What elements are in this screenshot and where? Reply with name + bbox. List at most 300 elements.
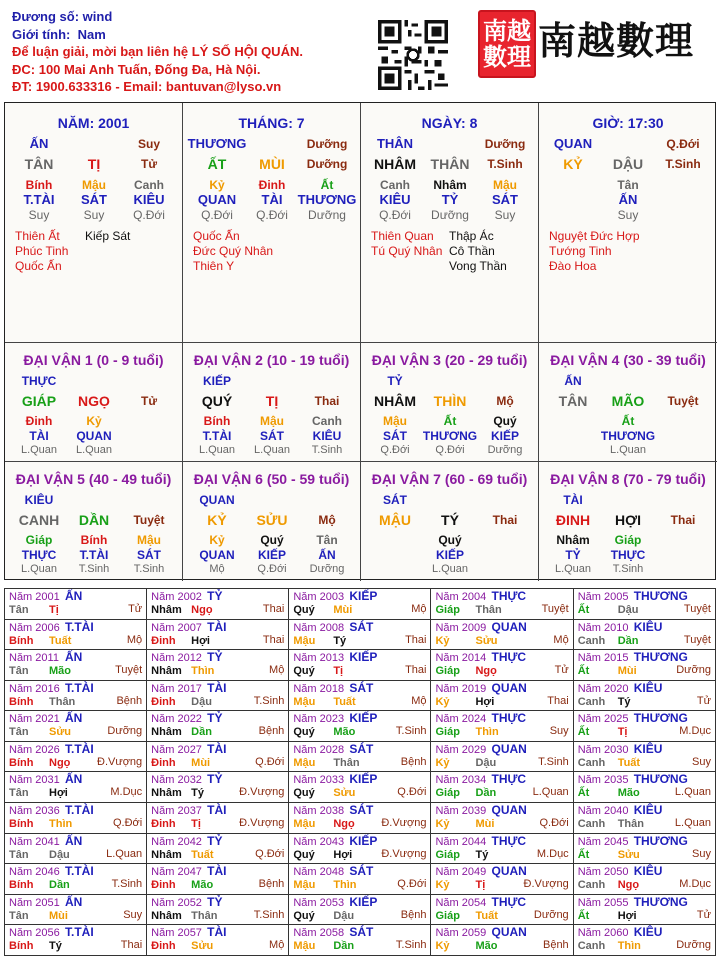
gender — [12, 26, 303, 44]
pillar-title: GIỜ: 17:30 — [592, 115, 664, 131]
year-stem: Mậu — [293, 634, 316, 647]
year-stem: Ất — [577, 604, 590, 616]
annual-cell — [5, 680, 147, 711]
year-god: SÁT — [349, 864, 374, 879]
year-label: Năm 2011 — [9, 652, 59, 665]
year-branch: Thìn — [617, 940, 641, 953]
year-branch: Dậu — [49, 848, 70, 861]
annual-cell — [431, 864, 573, 895]
year-branch: Dần — [49, 879, 70, 892]
luck-branch: THÌN — [433, 393, 467, 409]
pillar-hidden-stage: Suy — [617, 208, 639, 222]
luck-pillar-6 — [183, 462, 361, 581]
year-label: Năm 2035 — [577, 774, 629, 787]
year-stem: Bính — [9, 879, 34, 892]
year-stem: Bính — [9, 695, 34, 708]
annual-cell — [5, 650, 147, 681]
year-stem: Nhâm — [151, 665, 182, 678]
luck-pillar-4 — [539, 343, 717, 462]
year-stage: Mộ — [411, 603, 427, 615]
pillar-stem: TÂN — [24, 156, 54, 172]
luck-branch: DẦN — [78, 512, 110, 528]
year-label: Năm 2005 — [577, 591, 629, 603]
year-stem: Đinh — [151, 879, 176, 892]
annual-cell — [431, 650, 573, 681]
year-label: Năm 2031 — [9, 774, 60, 787]
year-label: Năm 2058 — [293, 927, 345, 940]
year-stem: Đinh — [151, 940, 176, 953]
annual-cell — [573, 589, 715, 620]
year-label: Năm 2024 — [435, 713, 487, 726]
annual-cell — [289, 803, 431, 834]
year-label: Năm 2025 — [577, 713, 629, 726]
luck-title: ĐẠI VẬN 6 (50 - 59 tuổi) — [193, 471, 350, 487]
luck-hidden-stage: T.Sinh — [311, 444, 343, 456]
pillar-branch: THÂN — [430, 156, 470, 172]
year-branch: Sửu — [333, 787, 356, 800]
luck-hidden-stage: L.Quan — [198, 444, 236, 456]
brand-title: 南越數理 — [538, 18, 695, 63]
luck-hidden-stem: Quý — [260, 533, 284, 547]
luck-hidden-stage: T.Sinh — [133, 563, 165, 575]
year-branch: Mùi — [333, 604, 353, 616]
year-label: Năm 2027 — [151, 743, 202, 756]
year-label: Năm 2012 — [151, 652, 202, 665]
year-god: TÀI — [207, 741, 227, 756]
year-stem: Nhâm — [151, 604, 182, 616]
year-god: KIẾP — [349, 894, 378, 909]
annual-row — [5, 894, 716, 925]
luck-hidden-stem: Bính — [80, 533, 108, 547]
year-branch: Hợi — [475, 695, 495, 708]
year-god: KIẾP — [349, 650, 378, 665]
year-label: Năm 2054 — [435, 896, 487, 909]
year-stage: Bệnh — [542, 939, 569, 952]
luck-hidden-stage: T.Sinh — [612, 563, 644, 575]
luck-hidden-stage: L.Quan — [609, 444, 647, 456]
year-stage: Q.Đới — [539, 817, 569, 830]
pillar-hidden-god: ẤN — [618, 192, 638, 207]
pillar-hidden-stage: Q.Đới — [379, 208, 411, 222]
luck-hidden-stem: Kỷ — [86, 414, 102, 428]
qr-code-icon[interactable] — [378, 20, 448, 90]
luck-pillar-1 — [5, 343, 183, 462]
year-stem: Kỷ — [435, 940, 450, 953]
year-stage: Q.Đới — [255, 847, 285, 860]
year-stem: Quý — [293, 726, 315, 739]
annual-cell — [147, 589, 289, 620]
year-branch: Tị — [49, 604, 59, 616]
year-label: Năm 2032 — [151, 774, 202, 787]
year-branch: Tý — [191, 787, 205, 800]
year-branch: Thân — [475, 604, 502, 616]
pillar-title: NGÀY: 8 — [421, 115, 478, 131]
pillar-hidden-god: T.TÀI — [23, 192, 55, 207]
year-stem: Mậu — [293, 695, 316, 708]
luck-title: ĐẠI VẬN 4 (30 - 39 tuổi) — [550, 352, 706, 368]
year-god: QUAN — [491, 741, 527, 756]
year-god: QUAN — [491, 864, 527, 879]
luck-title: ĐẠI VẬN 3 (20 - 29 tuổi) — [371, 352, 528, 368]
luck-hidden-god: TÀI — [29, 429, 49, 443]
year-branch: Mùi — [49, 909, 68, 922]
year-branch: Tuất — [617, 756, 641, 769]
pillar-hidden-stem: Đinh — [258, 178, 286, 192]
pillar-hidden-god: TỶ — [441, 192, 459, 207]
year-branch: Tị — [617, 726, 628, 739]
luck-hidden-stem: Ất — [443, 414, 457, 428]
year-god: ẤN — [65, 894, 83, 909]
pillar-hidden-stem: Tân — [617, 178, 639, 192]
year-god: ẤN — [65, 589, 83, 603]
year-stem: Tân — [9, 848, 29, 861]
pillar-hidden-stem: Bính — [25, 178, 53, 192]
year-branch: Thìn — [333, 879, 357, 892]
pillar-hidden-god: SÁT — [81, 192, 107, 207]
year-stem: Quý — [293, 787, 315, 800]
year-stem: Bính — [9, 756, 34, 769]
luck-stem: GIÁP — [21, 393, 57, 409]
pillar-hidden-stem: Kỷ — [209, 178, 225, 192]
year-stage: L.Quan — [106, 847, 143, 860]
year-label: Năm 2017 — [151, 682, 202, 695]
year-label: Năm 2037 — [151, 805, 202, 818]
luck-hidden-stage: Q.Đới — [435, 444, 465, 456]
year-branch: Tuất — [475, 909, 498, 922]
annual-cell — [147, 894, 289, 925]
year-stage: Thai — [547, 694, 569, 707]
annual-cell — [289, 589, 431, 620]
year-god: KIÊU — [633, 741, 663, 756]
annual-cell — [289, 894, 431, 925]
annual-cell — [147, 925, 289, 956]
year-branch: Hợi — [49, 787, 68, 800]
year-branch: Thân — [49, 695, 76, 708]
year-branch: Dậu — [475, 756, 497, 769]
year-stem: Quý — [293, 604, 315, 616]
year-stage: Suy — [692, 847, 711, 860]
luck-hidden-god: KIẾP — [257, 548, 287, 562]
pillar-stem: ẤT — [207, 156, 227, 172]
year-stem: Ất — [577, 787, 590, 800]
pillar-branch: MÙI — [259, 156, 285, 172]
year-label: Năm 2043 — [293, 835, 345, 848]
year-branch: Hợi — [617, 909, 637, 922]
year-branch: Sửu — [475, 634, 498, 647]
year-label: Năm 2009 — [435, 621, 487, 634]
year-god: T.TÀI — [65, 680, 94, 695]
year-stem: Giáp — [435, 726, 460, 739]
pillar-star: Phúc Tinh — [15, 244, 69, 258]
year-god: SÁT — [349, 741, 374, 756]
year-stem: Canh — [577, 818, 606, 831]
year-god: TÀI — [207, 864, 227, 879]
luck-hidden-god: ẤN — [318, 548, 336, 562]
year-stem: Kỷ — [435, 634, 450, 647]
year-stage: Đ.Vượng — [381, 817, 427, 830]
annual-row — [5, 589, 716, 620]
year-stem: Đinh — [151, 818, 176, 831]
luck-stem: ĐINH — [555, 512, 591, 528]
year-god: THỰC — [491, 833, 527, 848]
year-stem: Kỷ — [435, 879, 450, 892]
pillar-hidden-stem: Mậu — [493, 178, 517, 192]
year-stage: Tuyệt — [541, 603, 569, 615]
year-label: Năm 2006 — [9, 621, 60, 634]
year-god: KIÊU — [633, 864, 663, 879]
annual-row — [5, 680, 716, 711]
pillar-hidden-stage: Q.Đới — [133, 208, 165, 222]
year-god: KIẾP — [349, 711, 378, 726]
annual-cell — [573, 803, 715, 834]
annual-cell — [289, 925, 431, 956]
year-god: KIẾP — [349, 589, 378, 603]
pillar-star: Vong Thần — [449, 259, 507, 273]
year-god: THƯƠNG — [633, 894, 688, 909]
annual-row — [5, 650, 716, 681]
annual-cell — [573, 741, 715, 772]
luck-pillar-2 — [183, 343, 361, 462]
pillar-stem-stage: Suy — [137, 137, 161, 151]
year-stem: Tân — [9, 665, 29, 678]
year-label: Năm 2002 — [151, 591, 202, 603]
year-stage: Tử — [696, 694, 711, 707]
luck-hidden-god: SÁT — [260, 429, 284, 443]
year-label: Năm 2007 — [151, 621, 202, 634]
luck-branch: SỬU — [256, 512, 288, 528]
year-branch: Tý — [617, 695, 631, 708]
year-branch: Hợi — [191, 634, 210, 647]
pillar-star: Thập Ác — [449, 229, 494, 243]
pillar-2 — [361, 103, 539, 343]
year-label: Năm 2013 — [293, 652, 345, 665]
annual-cell — [573, 619, 715, 650]
year-branch: Mùi — [191, 756, 211, 769]
luck-hidden-stem: Tân — [316, 533, 338, 547]
year-branch: Dậu — [191, 695, 212, 708]
year-stem: Kỷ — [435, 818, 450, 831]
year-label: Năm 2044 — [435, 835, 487, 848]
year-god: KIÊU — [633, 680, 663, 695]
year-god: QUAN — [491, 803, 527, 818]
luck-hidden-stem: Đinh — [25, 414, 53, 428]
annual-cell — [5, 803, 147, 834]
year-stem: Kỷ — [435, 756, 450, 769]
year-stem: Canh — [577, 695, 606, 708]
luck-pillar-3 — [361, 343, 539, 462]
year-label: Năm 2033 — [293, 774, 345, 787]
pillar-stem-god: QUAN — [553, 136, 593, 151]
year-label: Năm 2004 — [435, 591, 487, 603]
luck-hidden-god: THƯƠNG — [600, 429, 656, 443]
luck-hidden-god: KIẾP — [435, 548, 465, 562]
year-label: Năm 2053 — [293, 896, 345, 909]
pillar-hidden-stage: Dưỡng — [308, 208, 346, 222]
year-label: Năm 2036 — [9, 805, 60, 818]
annual-cell — [147, 772, 289, 803]
year-label: Năm 2050 — [577, 866, 629, 879]
year-label: Năm 2060 — [577, 927, 629, 940]
year-stem: Nhâm — [151, 787, 182, 800]
year-god: QUAN — [491, 680, 527, 695]
pillar-hidden-stem: Canh — [380, 178, 410, 192]
year-god: TỶ — [207, 833, 223, 848]
year-stage: Đ.Vượng — [381, 847, 427, 860]
year-branch: Tị — [475, 879, 486, 892]
year-branch: Dần — [191, 726, 212, 739]
year-stage: Mộ — [553, 633, 569, 646]
year-stem: Bính — [9, 940, 34, 953]
year-stage: M.Dục — [110, 786, 143, 799]
year-god: KIÊU — [633, 925, 663, 940]
year-god: KIÊU — [633, 803, 663, 818]
year-god: SÁT — [349, 619, 374, 634]
year-god: THỰC — [491, 650, 527, 665]
year-stem: Bính — [9, 818, 34, 831]
year-stage: Thai — [120, 939, 143, 952]
year-stage: T.Sinh — [111, 878, 143, 891]
year-branch: Dần — [475, 787, 497, 800]
year-label: Năm 2046 — [9, 866, 60, 879]
year-label: Năm 2014 — [435, 652, 487, 665]
year-label: Năm 2026 — [9, 743, 60, 756]
year-branch: Thìn — [49, 818, 73, 831]
annual-cell — [573, 864, 715, 895]
pillar-stem-stage: Q.Đới — [666, 137, 700, 151]
luck-stage: Mộ — [318, 513, 336, 527]
year-branch: Tý — [475, 848, 489, 861]
annual-cell — [5, 894, 147, 925]
year-branch: Thân — [617, 818, 644, 831]
year-stage: T.Sinh — [253, 908, 285, 921]
luck-hidden-stem: Giáp — [614, 533, 642, 547]
year-stage: Mộ — [411, 694, 427, 707]
year-god: THƯƠNG — [633, 650, 688, 665]
year-branch: Thân — [191, 909, 218, 922]
year-god: KIÊU — [633, 619, 663, 634]
luck-hidden-stage: T.Sinh — [78, 563, 110, 575]
year-label: Năm 2056 — [9, 927, 60, 940]
year-god: TÀI — [207, 680, 227, 695]
pillar-star: Đào Hoa — [549, 259, 597, 273]
year-label: Năm 2008 — [293, 621, 345, 634]
luck-pillar-8 — [539, 462, 717, 581]
year-stage: Đ.Vượng — [97, 755, 143, 768]
year-stage: Suy — [123, 908, 143, 921]
pillar-branch: TỊ — [87, 156, 101, 172]
annual-row — [5, 619, 716, 650]
annual-cell — [289, 741, 431, 772]
year-label: Năm 2047 — [151, 866, 202, 879]
annual-cell — [573, 650, 715, 681]
year-god: THƯƠNG — [633, 833, 688, 848]
year-stage: Thai — [262, 633, 285, 646]
year-god: QUAN — [491, 925, 527, 940]
annual-cell — [431, 589, 573, 620]
year-stem: Giáp — [435, 787, 460, 800]
year-god: T.TÀI — [65, 741, 94, 756]
annual-cell — [289, 833, 431, 864]
luck-hidden-stem: Mậu — [137, 533, 161, 547]
year-god: SÁT — [349, 680, 374, 695]
pillar-hidden-god: QUAN — [197, 192, 237, 207]
pillar-hidden-stage: Dưỡng — [431, 208, 469, 222]
year-label: Năm 2051 — [9, 896, 60, 909]
pillar-hidden-god: KIÊU — [379, 192, 411, 207]
luck-branch: MÃO — [611, 393, 645, 409]
annual-cell — [147, 741, 289, 772]
year-stage: L.Quan — [532, 786, 569, 799]
year-god: TỶ — [207, 894, 223, 909]
pillar-branch-stage: T.Sinh — [487, 157, 523, 171]
pillar-hidden-stage: Q.Đới — [256, 208, 288, 222]
luck-stem: CANH — [18, 512, 60, 528]
year-stage: Tuyệt — [683, 633, 711, 646]
pillar-stem-god: THƯƠNG — [187, 136, 247, 151]
year-stage: Bệnh — [400, 908, 427, 921]
year-branch: Thìn — [475, 726, 499, 739]
year-stem: Giáp — [435, 909, 460, 922]
year-stage: Đ.Vượng — [239, 817, 285, 830]
annual-cell — [289, 680, 431, 711]
pillar-hidden-god: THƯƠNG — [297, 192, 357, 207]
year-god: THƯƠNG — [633, 589, 688, 603]
year-stage: Bệnh — [400, 755, 427, 768]
pillar-star: Quốc Ấn — [193, 229, 240, 243]
year-stem: Tân — [9, 909, 29, 922]
seal-logo-text: 南越 數理 — [483, 16, 531, 71]
year-branch: Tị — [333, 665, 344, 678]
year-stage: Tử — [128, 603, 143, 615]
luck-hidden-stage: Dưỡng — [487, 444, 523, 456]
year-branch: Thân — [333, 756, 360, 769]
year-stem: Tân — [9, 787, 29, 800]
contact-phone-email: ĐT: 1900.633316 - Email: bantuvan@lyso.vn — [12, 79, 282, 94]
year-god: THỰC — [491, 772, 527, 787]
chart-grid — [4, 102, 716, 580]
luck-hidden-stage: L.Quan — [75, 444, 113, 456]
year-stem: Kỷ — [435, 695, 450, 708]
year-god: SÁT — [349, 925, 374, 940]
luck-branch: HỢI — [615, 512, 641, 528]
year-god: TỶ — [207, 772, 223, 787]
luck-stage: Mộ — [496, 394, 514, 408]
pillar-3 — [539, 103, 717, 343]
year-stage: M.Dục — [536, 847, 569, 860]
year-stage: Tuyệt — [683, 603, 711, 615]
luck-stem-god: TỶ — [387, 374, 403, 388]
year-branch: Dậu — [617, 604, 639, 616]
annual-cell — [5, 772, 147, 803]
year-stage: T.Sinh — [538, 755, 569, 768]
luck-hidden-god: SÁT — [137, 548, 161, 562]
annual-cell — [431, 772, 573, 803]
year-label: Năm 2010 — [577, 621, 629, 634]
year-stem: Giáp — [435, 665, 460, 678]
annual-cell — [431, 894, 573, 925]
year-branch: Ngọ — [475, 665, 497, 678]
year-god: KIẾP — [349, 833, 378, 848]
year-stem: Quý — [293, 909, 315, 922]
luck-stem: KỶ — [207, 512, 227, 528]
year-stem: Tân — [9, 604, 29, 616]
year-stem: Nhâm — [151, 726, 182, 739]
year-god: TỶ — [207, 711, 223, 726]
luck-hidden-god: THỰC — [21, 548, 57, 562]
luck-stem: MẬU — [379, 512, 411, 528]
year-stage: Q.Đới — [255, 755, 285, 768]
year-stage: Mộ — [269, 664, 285, 677]
